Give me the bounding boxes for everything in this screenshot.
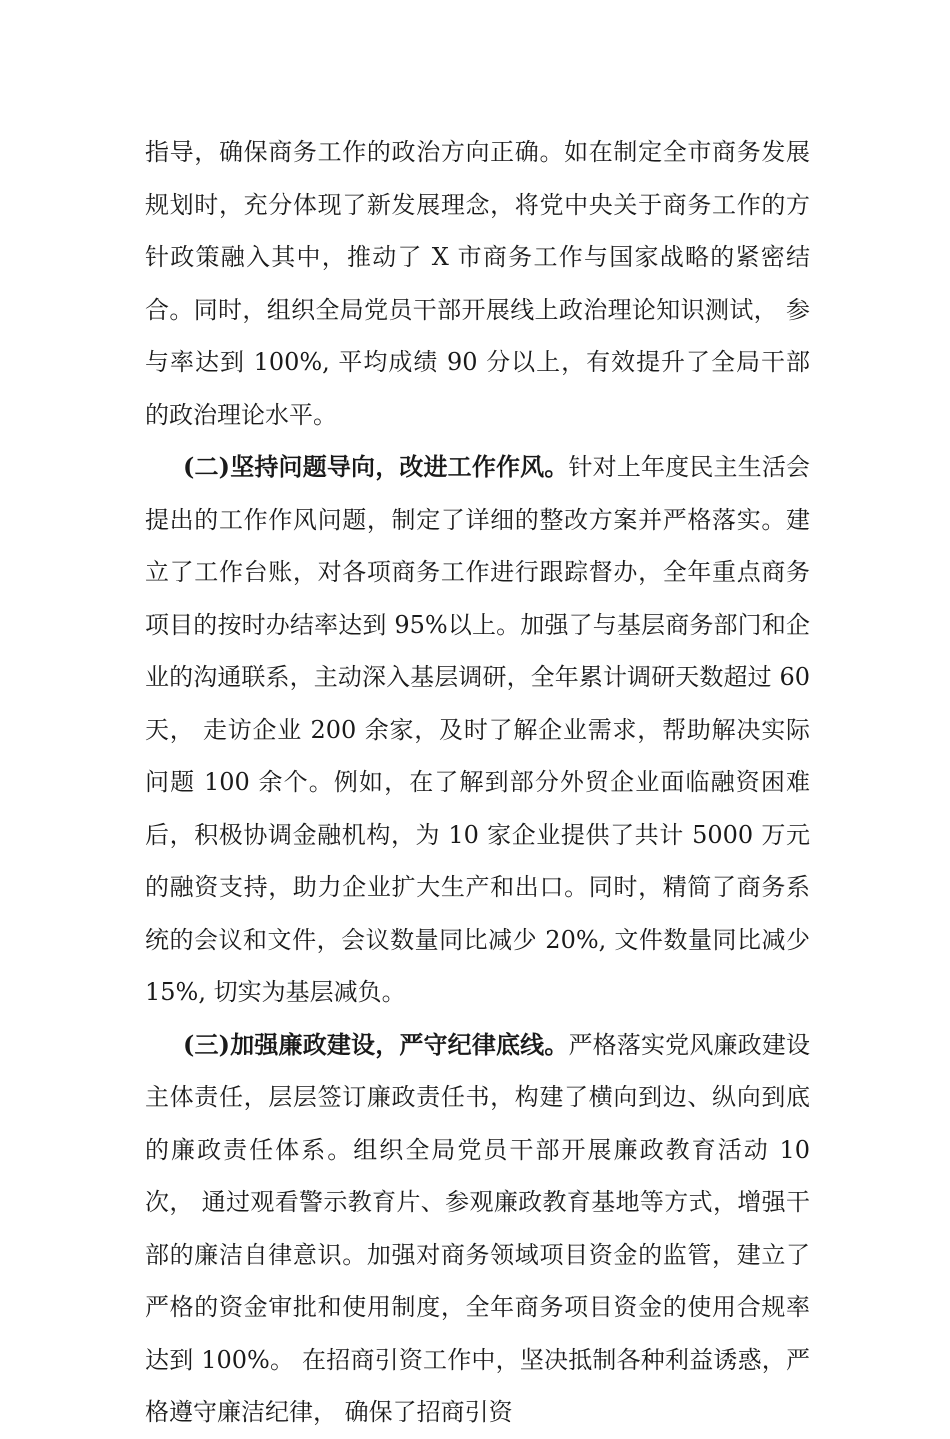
paragraph-1: [145, 126, 810, 441]
paragraph-2-text: 针对上年度民主生活会提出的工作作风问题，制定了详细的整改方案并严格落实。建立了工作台账，对各项商务工作进行跟踪督办，全年重点商务项目的按时办结率达到 95%以上。加强了与基层商务部门和企业的沟通联系，主动深入基层调研，全年累计调研天数超过 60 天， 走访企业 200 余家，及时了解企业需求，帮助解决实际问题 100 余个。例如，在了解到部分外贸企业面临融资困难后，积极协调金融机构，为 10 家企业提供了共计 5000 万元的融资支持，助力企业扩大生产和出口。同时，精简了商务系统的会议和文件，会议数量同比减少 20%, 文件数量同比减少 15%, 切实为基层减负。: [145, 453, 810, 1006]
document-body: [145, 126, 810, 1439]
section-heading-3: (三)加强廉政建设，严守纪律底线。: [183, 1029, 569, 1059]
paragraph-3-text: 严格落实党风廉政建设主体责任，层层签订廉政责任书，构建了横向到边、纵向到底的廉政责任体系。组织全局党员干部开展廉政教育活动 10 次， 通过观看警示教育片、参观廉政教育基地等方式，增强干部的廉洁自律意识。加强对商务领域项目资金的监管，建立了严格的资金审批和使用制度，全年商务项目资金的使用合规率达到 100%。 在招商引资工作中，坚决抵制各种利益诱惑，严格遵守廉洁纪律， 确保了招商引资: [145, 1030, 810, 1426]
paragraph-3: [145, 1019, 810, 1439]
paragraph-1-text: 指导，确保商务工作的政治方向正确。如在制定全市商务发展规划时，充分体现了新发展理念，将党中央关于商务工作的方针政策融入其中，推动了 X 市商务工作与国家战略的紧密结合。同时，组织全局党员干部开展线上政治理论知识测试， 参与率达到 100%, 平均成绩 90 分以上，有效提升了全局干部的政治理论水平。: [145, 138, 810, 429]
section-heading-2: (二)坚持问题导向，改进工作作风。: [183, 452, 569, 481]
paragraph-2: [145, 441, 810, 1019]
